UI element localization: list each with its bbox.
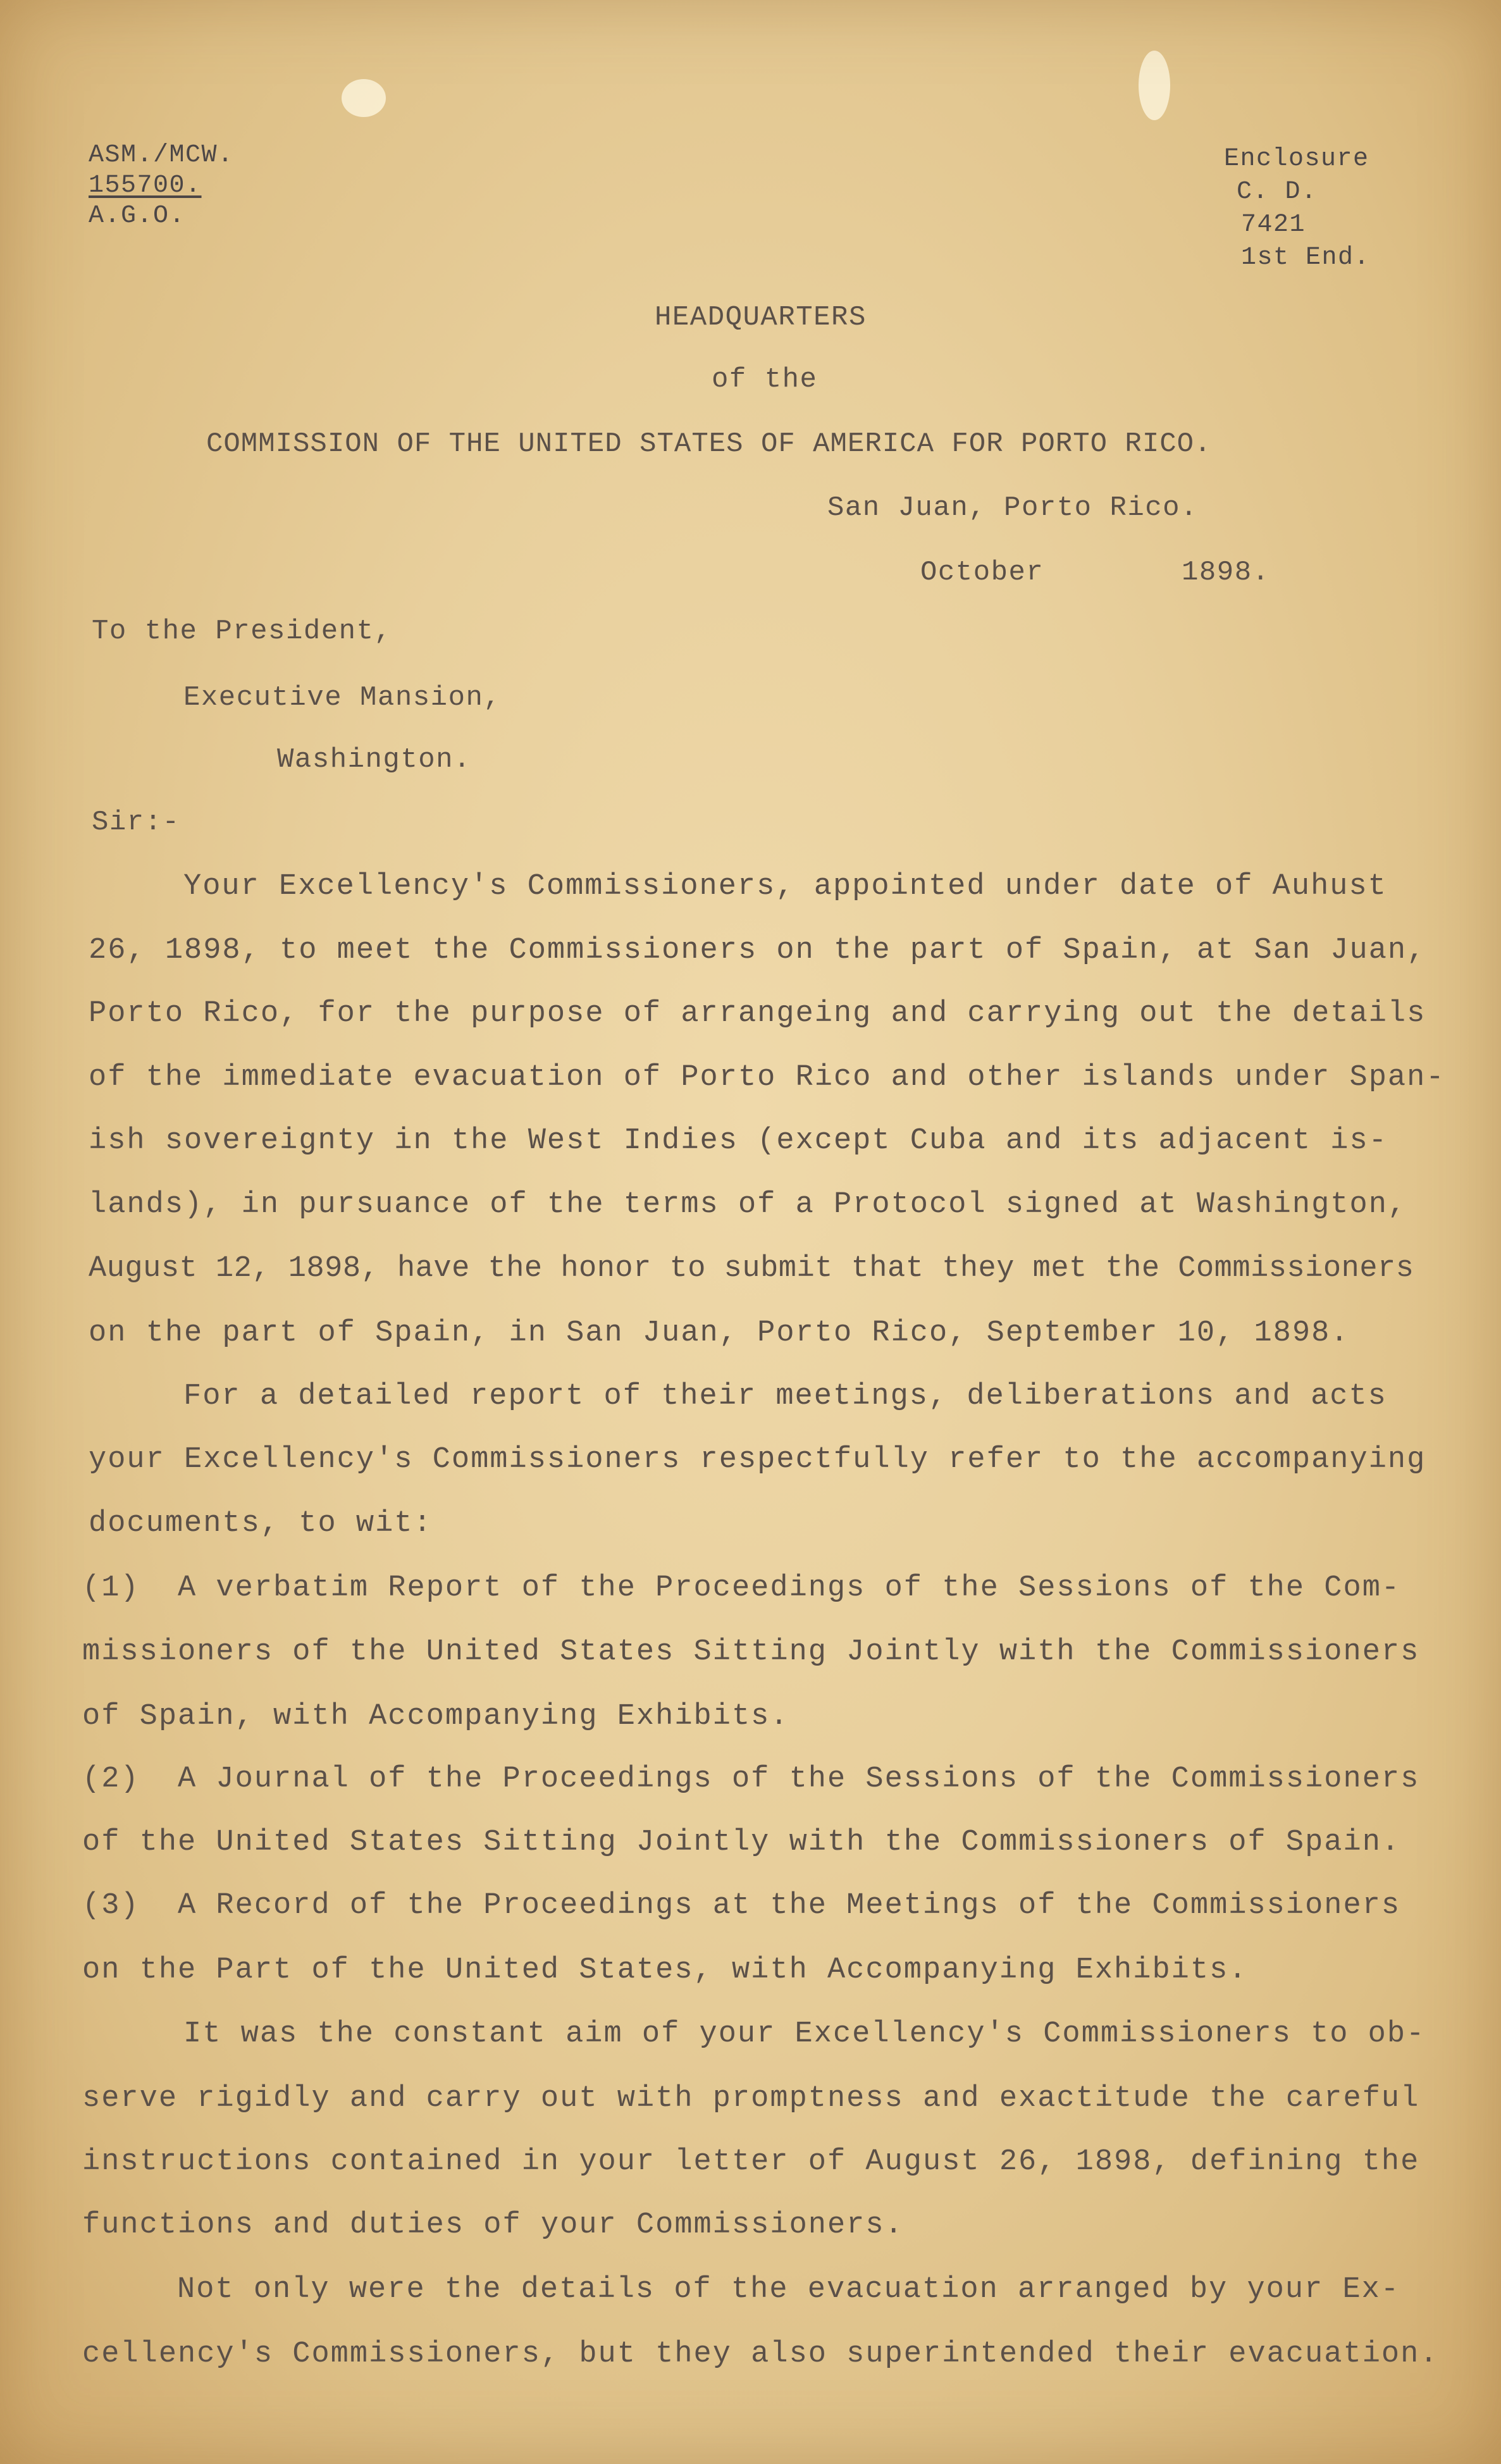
body-line: 26, 1898, to meet the Commissioners on the part of Spain, at San Juan, [89,934,1426,967]
body-line: August 12, 1898, have the honor to submit that they met the Commissioners [89,1252,1414,1285]
heading-of-the: of the [712,364,818,395]
pin-hole-right [1139,51,1170,120]
list-item: (3) A Record of the Proceedings at the Meetings of the Commissioners [82,1889,1401,1922]
address-line-2: Executive Mansion, [183,682,502,714]
heading-commission: COMMISSION OF THE UNITED STATES OF AMERICA FOR PORTO RICO. [206,428,1212,460]
body-line: ish sovereignty in the West Indies (except Cuba and its adjacent is- [89,1124,1388,1158]
body-line: documents, to wit: [89,1507,433,1540]
list-item: (2) A Journal of the Proceedings of the Sessions of the Commissioners [82,1762,1420,1796]
pin-hole-left [342,79,386,117]
body-line: instructions contained in your letter of August 26, 1898, defining the [82,2145,1420,2179]
body-line: cellency's Commissioners, but they also superintended their evacuation. [82,2337,1439,2371]
list-item: missioners of the United States Sitting Jointly with the Commissioners [82,1635,1420,1669]
reference-line-3: A.G.O. [89,202,186,230]
body-line: on the part of Spain, in San Juan, Porto Rico, September 10, 1898. [89,1316,1350,1350]
body-line: It was the constant aim of your Excellency's Commissioners to ob- [183,2017,1426,2051]
heading-month: October [920,557,1044,588]
heading-year: 1898. [1182,557,1270,588]
address-line-3: Washington. [277,744,471,776]
address-line-1: To the President, [92,616,392,647]
salutation: Sir:- [92,807,180,838]
enclosure-line-3: 7421 [1241,211,1306,239]
enclosure-line-1: Enclosure [1224,145,1369,173]
body-line: Your Excellency's Commissioners, appointed under date of Auhust [183,870,1387,903]
body-line: lands), in pursuance of the terms of a Protocol signed at Washington, [89,1188,1407,1222]
body-line: For a detailed report of their meetings, deliberations and acts [183,1380,1387,1413]
heading-place: San Juan, Porto Rico. [827,492,1198,524]
list-item: on the Part of the United States, with Accompanying Exhibits. [82,1953,1248,1987]
reference-line-1: ASM./MCW. [89,141,234,170]
list-item: of Spain, with Accompanying Exhibits. [82,1700,789,1733]
body-line: functions and duties of your Commissioners. [82,2208,904,2242]
body-line: Not only were the details of the evacuation arranged by your Ex- [177,2273,1400,2306]
body-line: serve rigidly and carry out with promptness and exactitude the careful [82,2082,1420,2115]
heading-headquarters: HEADQUARTERS [655,302,867,333]
body-line: of the immediate evacuation of Porto Rico and other islands under Span- [89,1061,1445,1094]
reference-line-2: 155700. [89,171,202,200]
enclosure-line-2: C. D. [1237,178,1318,206]
list-item: of the United States Sitting Jointly with the Commissioners of Spain. [82,1826,1401,1859]
enclosure-line-4: 1st End. [1241,244,1371,272]
body-line: Porto Rico, for the purpose of arrangeing and carrying out the details [89,997,1426,1031]
list-item: (1) A verbatim Report of the Proceedings of the Sessions of the Com- [82,1571,1401,1605]
body-line: your Excellency's Commissioners respectfully refer to the accompanying [89,1443,1426,1477]
